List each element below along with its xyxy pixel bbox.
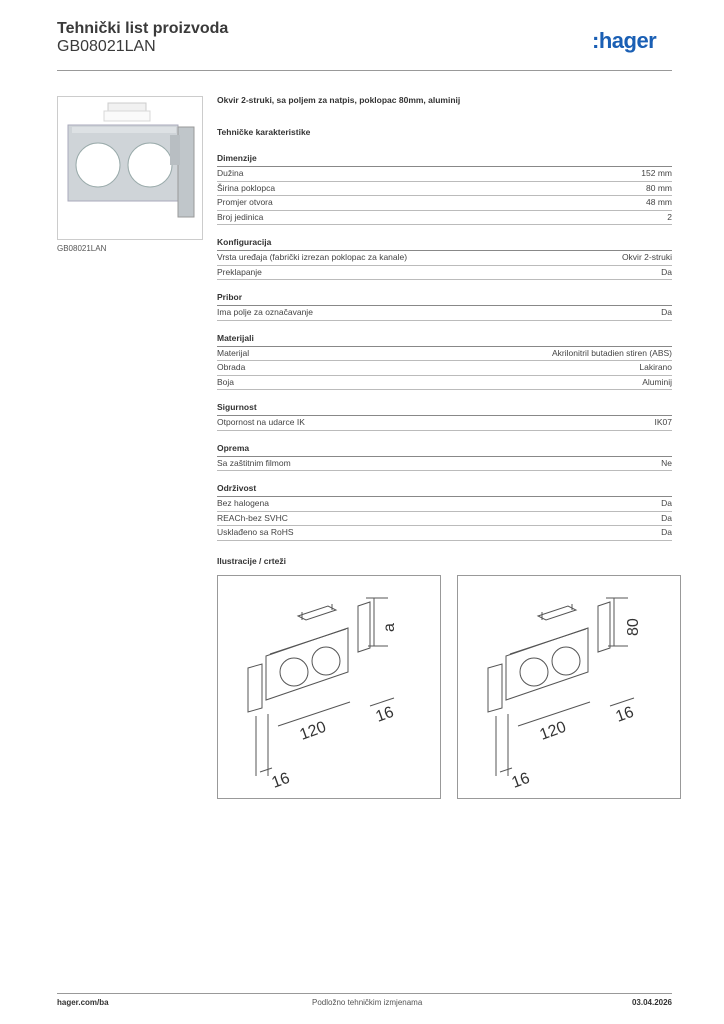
dim-depth-label: 16	[373, 703, 397, 726]
spec-row: Boja Aluminij	[217, 376, 672, 391]
footer-divider	[57, 993, 672, 994]
section-title: Održivost	[217, 483, 672, 497]
section-title: Pribor	[217, 292, 672, 306]
page-title: Tehnički list proizvoda	[57, 20, 229, 37]
tech-characteristics-title: Tehničke karakteristike	[217, 127, 311, 137]
spec-row: Dužina 152 mm	[217, 167, 672, 182]
spec-row: Materijal Akrilonitril butadien stiren (ABS)	[217, 347, 672, 362]
section-accessories	[217, 292, 672, 321]
section-title: Oprema	[217, 443, 672, 457]
product-photo	[57, 96, 203, 240]
dim-side-label: 16	[269, 769, 293, 792]
footer-website-link[interactable]: hager.com/ba	[57, 998, 109, 1007]
section-safety	[217, 402, 672, 431]
section-sustainability	[217, 483, 672, 541]
spec-row: Usklađeno sa RoHS Da	[217, 526, 672, 541]
footer-date: 03.04.2026	[631, 998, 672, 1007]
header-divider	[57, 70, 672, 71]
hager-logo: :hager	[592, 28, 657, 53]
section-dimensions	[217, 153, 672, 225]
section-title: Dimenzije	[217, 153, 672, 167]
product-title: Okvir 2-struki, sa poljem za natpis, poklopac 80mm, aluminij	[217, 95, 461, 105]
dim-width-label: 120	[537, 718, 569, 744]
dim-height-label: 80	[625, 618, 642, 636]
illustrations-title: Ilustracije / crteži	[217, 556, 286, 566]
spec-row: Broj jedinica 2	[217, 211, 672, 226]
spec-row: Sa zaštitnim filmom Ne	[217, 457, 672, 472]
dim-height-label: a	[381, 623, 398, 632]
spec-sheet	[217, 95, 672, 553]
dim-side-label: 16	[509, 769, 533, 792]
spec-row: Bez halogena Da	[217, 497, 672, 512]
spec-row: Obrada Lakirano	[217, 361, 672, 376]
section-configuration	[217, 237, 672, 280]
section-title: Konfiguracija	[217, 237, 672, 251]
spec-row: Promjer otvora 48 mm	[217, 196, 672, 211]
spec-row: REACh-bez SVHC Da	[217, 512, 672, 527]
technical-drawing-2	[457, 575, 681, 799]
spec-row: Otpornost na udarce IK IK07	[217, 416, 672, 431]
spec-row: Ima polje za označavanje Da	[217, 306, 672, 321]
footer-disclaimer: Podložno tehničkim izmjenama	[312, 998, 423, 1007]
technical-drawing-1	[217, 575, 441, 799]
product-code: GB08021LAN	[57, 38, 156, 55]
dim-depth-label: 16	[613, 703, 637, 726]
dim-width-label: 120	[297, 718, 329, 744]
photo-caption: GB08021LAN	[57, 244, 107, 253]
section-materials	[217, 333, 672, 391]
section-equipment	[217, 443, 672, 472]
section-title: Sigurnost	[217, 402, 672, 416]
spec-row: Preklapanje Da	[217, 266, 672, 281]
spec-row: Vrsta uređaja (fabrički izrezan poklopac za kanale) Okvir 2-struki	[217, 251, 672, 266]
spec-row: Širina poklopca 80 mm	[217, 182, 672, 197]
section-title: Materijali	[217, 333, 672, 347]
